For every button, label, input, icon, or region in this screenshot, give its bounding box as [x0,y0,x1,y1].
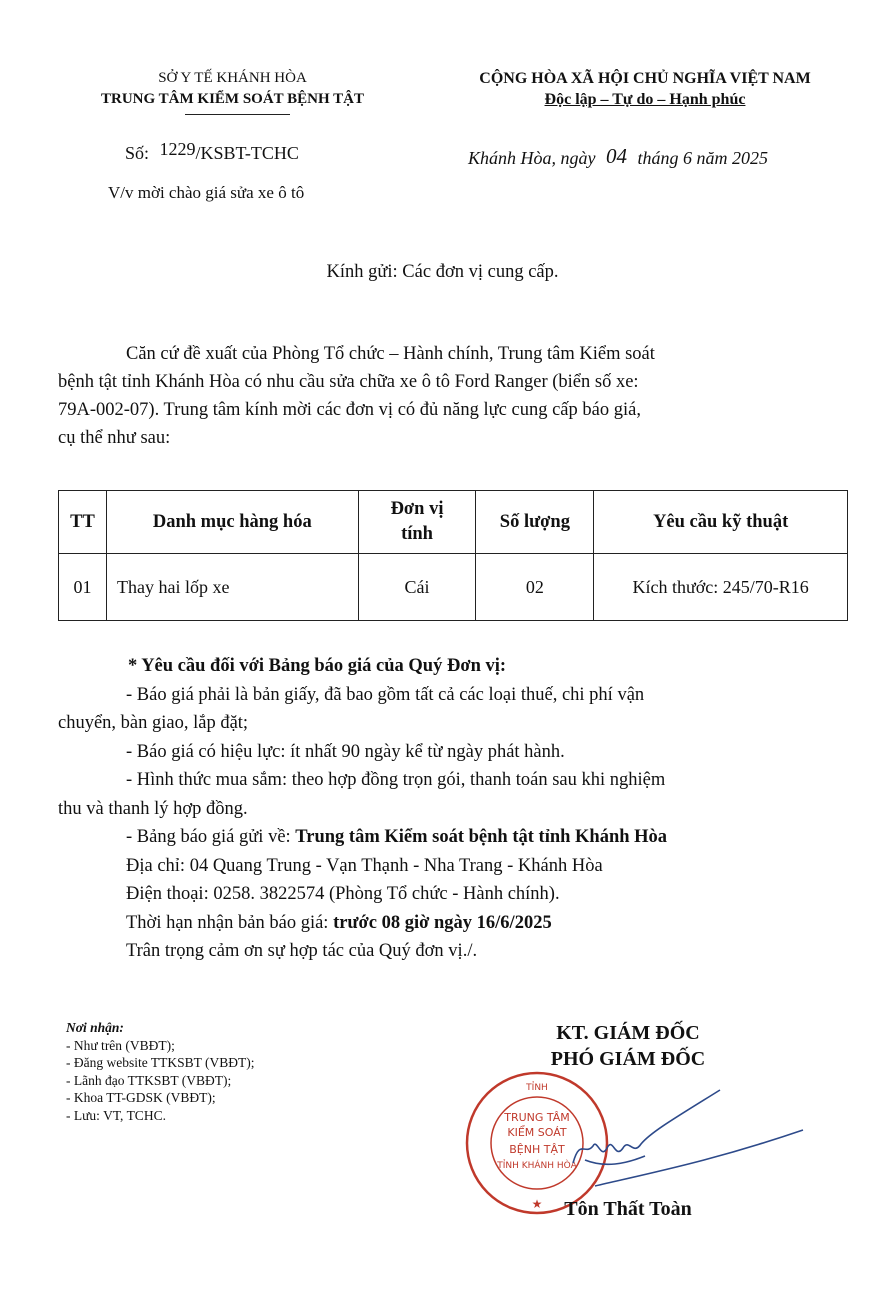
thanks-line: Trân trọng cảm ơn sự hợp tác của Quý đơn vị./. [126,941,478,961]
requirement-line: - Hình thức mua sắm: theo hợp đồng trọn gói, thanh toán sau khi nghiệm [126,770,666,790]
org-parent: SỞ Y TẾ KHÁNH HÒA [158,70,307,86]
recipients-title: Nơi nhận: [66,1020,124,1035]
org-name: TRUNG TÂM KIỂM SOÁT BỆNH TẬT [101,91,364,107]
requirement-line: - Báo giá có hiệu lực: ít nhất 90 ngày kể từ ngày phát hành. [126,741,565,762]
header-unit-line: Đơn vị [390,499,444,519]
stamp-center-line: TỈNH KHÁNH HÒA [497,1161,577,1171]
cell-item: Thay hai lốp xe [106,554,358,621]
issuing-organization [60,68,405,110]
recipient-line: Kính gửi: Các đơn vị cung cấp. [326,262,559,282]
recipient-item: - Lưu: VT, TCHC. [66,1107,166,1123]
date-suffix: tháng 6 năm 2025 [637,148,768,168]
deadline-value: trước 08 giờ ngày 16/6/2025 [333,912,552,933]
date-prefix: Khánh Hòa, ngày [468,148,596,168]
stamp-center-line: TRUNG TÂM [504,1111,570,1124]
star-icon: ★ [531,1197,543,1211]
stamp-center-line: KIỂM SOÁT [507,1126,567,1139]
number-label: Số: [125,143,150,163]
intro-line: bệnh tật tỉnh Khánh Hòa có nhu cầu sửa chữa xe ô tô Ford Ranger (biển số xe: [58,372,639,392]
intro-line: 79A-002-07). Trung tâm kính mời các đơn vị có đủ năng lực cung cấp báo giá, [58,400,641,420]
motto: Độc lập – Tự do – Hạnh phúc [544,91,746,108]
recipient-item: - Đăng website TTKSBT (VBĐT); [66,1055,255,1070]
header-unit [358,491,476,554]
stamp-center-line: BỆNH TẬT [509,1143,565,1156]
requirement-line: - Báo giá phải là bản giấy, đã bao gồm tất cả các loại thuế, chi phí vận [126,684,645,705]
recipient-item: - Như trên (VBĐT); [66,1037,175,1053]
header-item: Danh mục hàng hóa [106,491,358,554]
official-stamp-and-signature [455,1068,815,1218]
number-suffix: /KSBT-TCHC [195,143,299,163]
recipient-item: - Khoa TT-GDSK (VBĐT); [66,1090,216,1105]
requirements-section [58,652,818,966]
deadline-line [58,909,818,938]
requirement-line: thu và thanh lý hợp đồng. [58,798,248,819]
address-line: Địa chỉ: 04 Quang Trung - Vạn Thạnh - Nha Trang - Khánh Hòa [126,855,603,876]
document-number [125,139,299,164]
signature-title [478,1020,778,1072]
header-spec: Yêu cầu kỹ thuật [594,491,848,554]
cell-tt: 01 [59,554,107,621]
stamp-ring-text: TỈNH [526,1083,548,1093]
document-date [468,145,768,170]
items-table [58,490,848,621]
cell-unit: Cái [358,554,476,621]
date-day: 04 [606,144,627,168]
cell-spec: Kích thước: 245/70-R16 [594,554,848,621]
requirements-title: * Yêu cầu đối với Bảng báo giá của Quý Đơn vị: [128,656,507,676]
number-value: 1229 [159,139,196,159]
send-to-prefix: - Bảng báo giá gửi về: [126,827,296,847]
signer-name: Tôn Thất Toàn [564,1198,692,1220]
subject-line: V/v mời chào giá sửa xe ô tô [108,183,305,202]
recipient-item: - Lãnh đạo TTKSBT (VBĐT); [66,1072,232,1088]
nation-title: CỘNG HÒA XÃ HỘI CHỦ NGHĨA VIỆT NAM [479,70,811,87]
org-underline [185,114,290,115]
stamp-text [496,1081,577,1211]
header-unit-line: tính [401,524,433,544]
signature-line1: KT. GIÁM ĐỐC [556,1022,700,1044]
cell-qty: 02 [476,554,594,621]
phone-line: Điện thoại: 0258. 3822574 (Phòng Tổ chức - Hành chính). [126,884,560,904]
deadline-prefix: Thời hạn nhận bản báo giá: [126,912,334,933]
table-row [59,554,848,621]
table-header-row [59,491,848,554]
send-to-org: Trung tâm Kiểm soát bệnh tật tỉnh Khánh Hòa [295,827,668,847]
national-header [440,68,850,110]
requirement-line: chuyển, bàn giao, lắp đặt; [58,713,249,733]
header-qty: Số lượng [476,491,594,554]
intro-line: cụ thể như sau: [58,428,171,448]
requirement-line [58,823,818,852]
recipients-block [66,1019,254,1124]
header-tt: TT [59,491,107,554]
intro-paragraph [58,340,848,452]
signature-line2: PHÓ GIÁM ĐỐC [550,1048,706,1070]
intro-line: Căn cứ đề xuất của Phòng Tổ chức – Hành chính, Trung tâm Kiểm soát [126,344,655,364]
